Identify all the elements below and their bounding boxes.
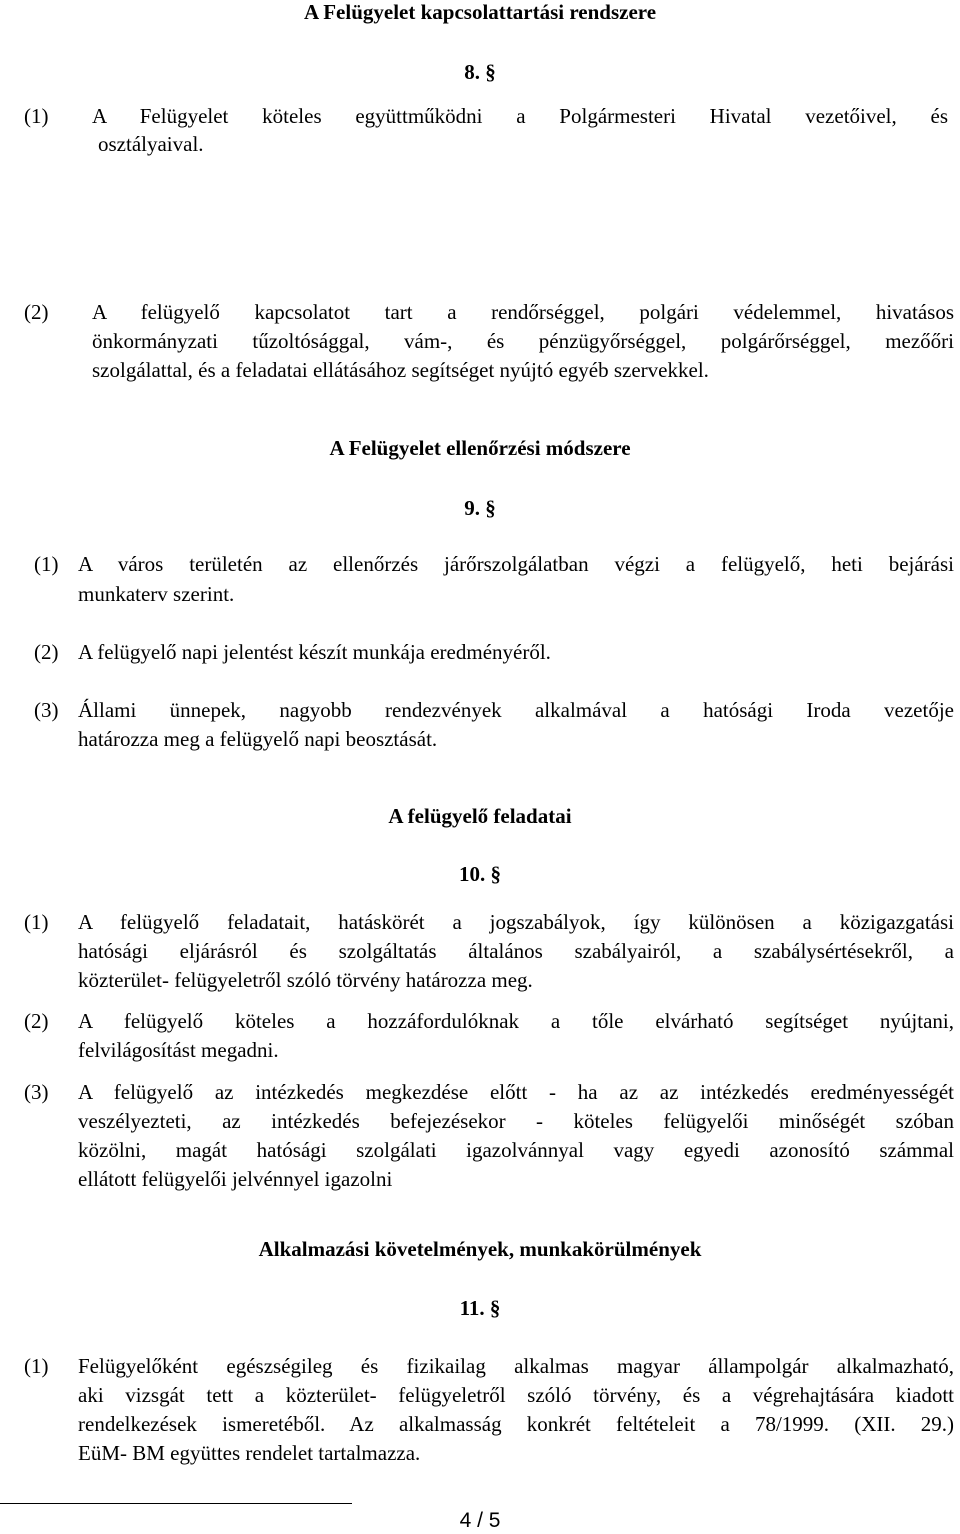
page-number: 4 / 5 bbox=[459, 1509, 501, 1532]
paragraph-number: (1) bbox=[34, 552, 59, 576]
footer-divider bbox=[0, 1503, 352, 1504]
paragraph-line: A felügyelő kapcsolatot tart a rendőrséggel, polgári védelemmel, hivatásos bbox=[92, 300, 954, 324]
paragraph-line: közterület- felügyeletről szóló törvény határozza meg. bbox=[78, 968, 533, 992]
paragraph-number: (2) bbox=[34, 640, 59, 664]
section-heading-inspection-method: A Felügyelet ellenőrzési módszere bbox=[329, 436, 631, 460]
paragraph-line: osztályaival. bbox=[98, 132, 204, 156]
paragraph-number: (1) bbox=[24, 910, 49, 934]
paragraph-line: Felügyelőként egészségileg és fizikailag alkalmas magyar állampolgár alkalmazható, bbox=[78, 1354, 954, 1378]
section-heading-contact-system: A Felügyelet kapcsolattartási rendszere bbox=[303, 0, 657, 24]
paragraph-line: rendelkezések ismeretéből. Az alkalmasság konkrét feltételeit a 78/1999. (XII. 29.) bbox=[78, 1412, 954, 1436]
paragraph-number: (2) bbox=[24, 1009, 49, 1033]
paragraph-line: A felügyelő az intézkedés megkezdése előtt - ha az az intézkedés eredményességét bbox=[78, 1080, 954, 1104]
section-heading-requirements: Alkalmazási követelmények, munkakörülmények bbox=[258, 1237, 702, 1261]
paragraph-line: EüM- BM együttes rendelet tartalmazza. bbox=[78, 1441, 421, 1465]
paragraph-line: önkormányzati tűzoltósággal, vám-, és pénzügyőrséggel, polgárőrséggel, mezőőri bbox=[92, 329, 954, 353]
section-number-10: 10. § bbox=[459, 862, 501, 886]
paragraph-number: (3) bbox=[24, 1080, 49, 1104]
paragraph-line: aki vizsgát tett a közterület- felügyeletről szóló törvény, és a végrehajtására kiadott bbox=[78, 1383, 954, 1407]
paragraph-line: A felügyelő köteles a hozzáfordulóknak a tőle elvárható segítséget nyújtani, bbox=[78, 1009, 954, 1033]
paragraph-line: munkaterv szerint. bbox=[78, 582, 235, 606]
section-number-9: 9. § bbox=[464, 496, 496, 520]
section-number-11: 11. § bbox=[459, 1296, 501, 1320]
paragraph-line: Állami ünnepek, nagyobb rendezvények alkalmával a hatósági Iroda vezetője bbox=[78, 698, 954, 722]
paragraph-line: hatósági eljárásról és szolgáltatás általános szabályairól, a szabálysértésekről, a bbox=[78, 939, 954, 963]
section-number-8: 8. § bbox=[464, 60, 496, 84]
paragraph-line: A felügyelő napi jelentést készít munkája eredményéről. bbox=[78, 640, 551, 664]
paragraph-line: A felügyelő feladatait, hatáskörét a jogszabályok, így különösen a közigazgatási bbox=[78, 910, 954, 934]
paragraph-number: (1) bbox=[24, 104, 49, 128]
paragraph-line: szolgálattal, és a feladatai ellátásához segítséget nyújtó egyéb szervekkel. bbox=[92, 358, 709, 382]
paragraph-line: A város területén az ellenőrzés járőrszolgálatban végzi a felügyelő, heti bejárási bbox=[78, 552, 954, 576]
paragraph-line: közölni, magát hatósági szolgálati igazolvánnyal vagy egyedi azonosító számmal bbox=[78, 1138, 954, 1162]
section-heading-duties: A felügyelő feladatai bbox=[388, 804, 572, 828]
paragraph-number: (1) bbox=[24, 1354, 49, 1378]
paragraph-line: ellátott felügyelői jelvénnyel igazolni bbox=[78, 1167, 393, 1191]
paragraph-number: (3) bbox=[34, 698, 59, 722]
paragraph-line: A Felügyelet köteles együttműködni a Polgármesteri Hivatal vezetőivel, és bbox=[92, 104, 948, 128]
paragraph-line: veszélyezteti, az intézkedés befejezésekor - köteles felügyelői minőségét szóban bbox=[78, 1109, 954, 1133]
paragraph-line: felvilágosítást megadni. bbox=[78, 1038, 279, 1062]
paragraph-number: (2) bbox=[24, 300, 49, 324]
paragraph-line: határozza meg a felügyelő napi beosztását. bbox=[78, 727, 438, 751]
